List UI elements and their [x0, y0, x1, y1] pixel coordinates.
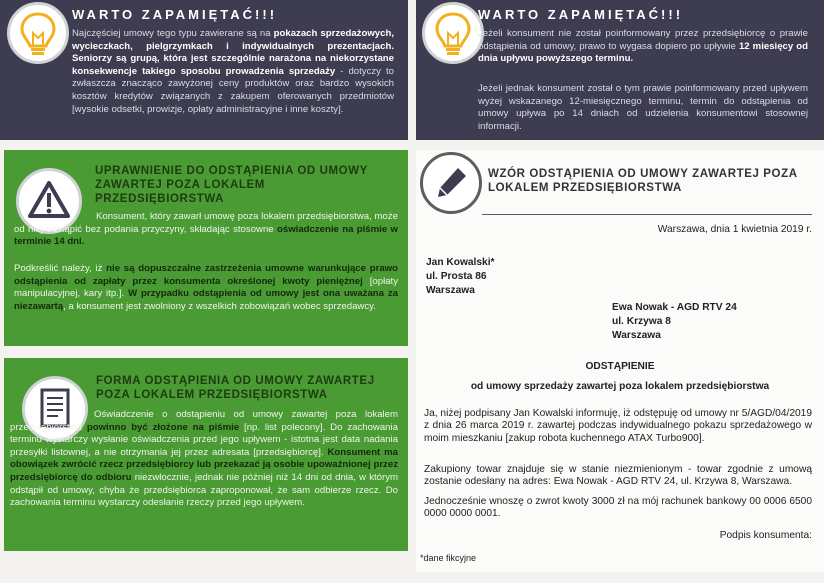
tip-text: Najczęściej umowy tego typu zawierane są na pokazach sprzedażowych, wycieczkach, pielgrzymkach i indywidualnych prezentacjach. Seniorzy są grupą, która jest szczególnie narażona na niekorzystane konsekwencje takiego sposobu prowadzenia sprzedaży - dotyczy to zwłaszcza znacząco zawyżonej ceny produktów oraz bardzo wysokich kosztów kredytów związanych z zakupem oferowanych przedmiotów [wysokie odsetki, prowizje, opłaty administracyjne i inne koszty]. [72, 28, 395, 115]
tip-box-right [416, 0, 824, 140]
recipient-address: Ewa Nowak - AGD RTV 24 ul. Krzywa 8 Warszawa [612, 302, 737, 341]
lightbulb-icon [7, 2, 69, 64]
tip-box-left [0, 0, 408, 140]
pen-icon [420, 152, 482, 214]
section-text: Oświadczenie o odstąpieniu od umowy zawartej poza lokalem przedsiębiorstwa powinno być złożone na piśmie [np. list polecony]. Do zachowania terminu wystarczy wysłanie oświadczenia przed jego upływem - istotna jest data nadania przesyłki listownej, a nie otrzymania jej przez adresata [przedsiębiorcę]. Konsument ma obowiązek zwrócić rzecz przedsiębiorcy lub przekazać ją osobie upoważnionej przez przedsiębiorcę do odbioru niezwłocznie, jednak nie później niż 14 dni od dnia, w którym odstąpił od umowy, chyba że przedsiębiorca zaproponował, że sam odbierze rzecz. Do zachowania terminu wystarczy odesłanie rzeczy przed jego upływem. [10, 409, 399, 509]
right-to-withdraw-box [4, 150, 408, 346]
signature-label: Podpis konsumenta: [719, 530, 812, 541]
section-title: FORMA ODSTĄPIENIA OD UMOWY ZAWARTEJ POZA LOKALEM PRZEDSIĘBIORSTWA [96, 375, 375, 401]
template-title: WZÓR ODSTĄPIENIA OD UMOWY ZAWARTEJ POZA LOKALEM PRZEDSIĘBIORSTWA [488, 168, 798, 194]
title-divider [482, 214, 812, 215]
footnote: *dane fikcyjne [420, 553, 477, 563]
withdrawal-template [416, 150, 824, 572]
date-line: Warszawa, dnia 1 kwietnia 2019 r. [657, 224, 812, 235]
tip-text-2: Jeżeli jednak konsument został o tym prawie poinformowany przed upływem wyżej wskazanego 12-miesięcznego terminu, termin do odstąpienia od umowy upływa po 14 dniach od udzielenia konsumentowi stosownej informacji. [478, 83, 808, 132]
section-text-2: Podkreślić należy, iż nie są dopuszczalne zastrzeżenia umowne warunkujące prawo odstąpienia od zapłaty przez konsumenta określonej kwoty pieniężnej [opłaty manipulacyjnej, kary itp.]. W przypadku odstąpienia od umowy jest ona uważana za niezawartą, a konsument jest zwolniony z wszelkich zobowiązań wobec sprzedawcy. [14, 263, 398, 312]
tip-title: WARTO ZAPAMIĘTAĆ!!! [478, 7, 684, 22]
letter-paragraph: Jednocześnie wnoszę o zwrot kwoty 3000 zł na mój rachunek bankowy 00 0006 6500 0000 0000 0001. [424, 496, 812, 520]
tip-title: WARTO ZAPAMIĘTAĆ!!! [72, 7, 278, 22]
tip-text: Jeżeli konsument nie został poinformowany przez przedsiębiorcę o prawie odstąpienia od umowy, prawo to wygasa dopiero po upływie 12 miesięcy od dnia upływu powyższego terminu. [478, 28, 809, 65]
sender-address: Jan Kowalski* ul. Prosta 86 Warszawa [426, 257, 495, 296]
section-title: UPRAWNIENIE DO ODSTĄPIENIA OD UMOWY ZAWARTEJ POZA LOKALEM PRZEDSIĘBIORSTWA [95, 165, 368, 205]
letter-subheading: od umowy sprzedaży zawartej poza lokalem przedsiębiorstwa [470, 381, 770, 392]
section-text: Konsument, który zawarł umowę poza lokalem przedsiębiorstwa, może od niej odstąpić bez podania przyczyny, składając stosowne oświadczenie na piśmie w terminie 14 dni. [14, 211, 398, 248]
withdrawal-form-box [4, 358, 408, 551]
letter-paragraph: Ja, niżej podpisany Jan Kowalski informuję, iż odstępuję od umowy nr 5/AGD/04/2019 z dnia 26 marca 2019 r. zawartej podczas indywidualnego pokazu sprzedażowego w moim mieszkaniu [zakup robota kuchennego ATAX Turbo900]. [424, 408, 812, 444]
letter-paragraph: Zakupiony towar znajduje się w stanie niezmienionym - towar zgodnie z umową zostanie odesłany na adres: Ewa Nowak - AGD RTV 24, ul. Krzywa 8, Warszawa. [424, 464, 812, 488]
lightbulb-icon [422, 2, 484, 64]
letter-heading: ODSTĄPIENIE [585, 361, 655, 372]
